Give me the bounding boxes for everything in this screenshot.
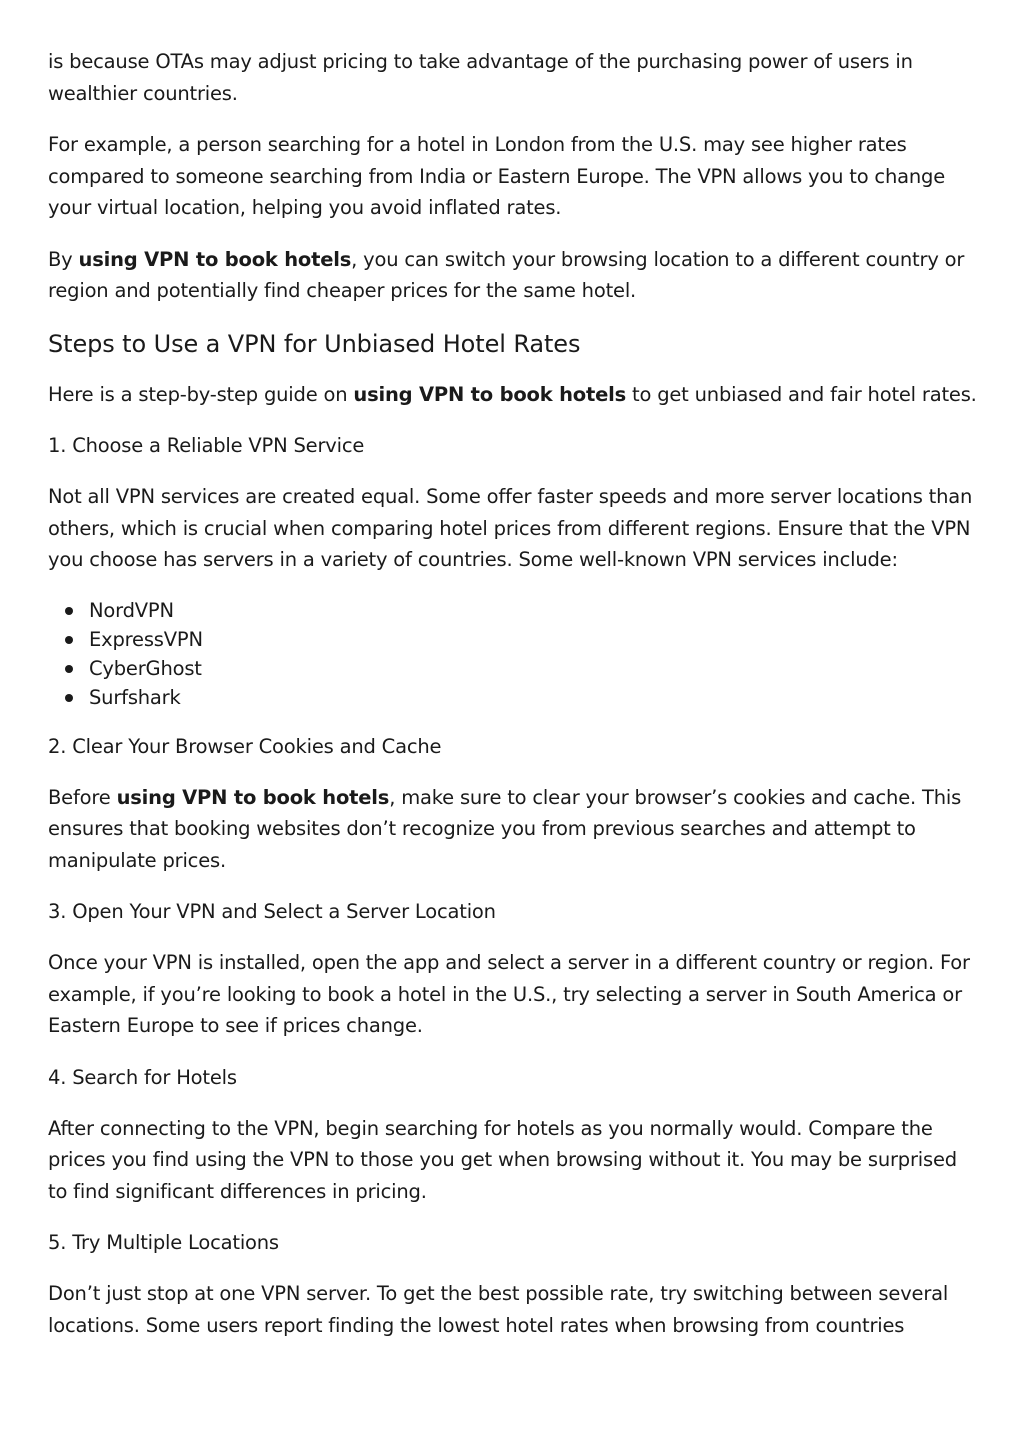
vpn-name: Surfshark [89,685,181,709]
paragraph-switch-location [48,244,980,307]
bullet-icon [65,607,73,615]
list-item [89,683,980,712]
step-5-heading: 5. Try Multiple Locations [48,1231,279,1254]
vpn-name: CyberGhost [89,656,202,680]
bold-keyword: using VPN to book hotels [78,247,352,271]
bullet-icon [65,636,73,644]
step-3-paragraph [48,947,980,1042]
list-item [89,625,980,654]
paragraph-text: is because OTAs may adjust pricing to take advantage of the purchasing power of users in wealthier countries. [48,50,913,105]
step-1-paragraph [48,481,980,576]
paragraph-text-start: Here is a step-by-step guide on [48,382,354,406]
paragraph-text-end: , you can switch your browsing location to a different country or region and potentially find cheaper prices for the same hotel. [48,247,965,302]
paragraph-text: For example, a person searching for a hotel in London from the U.S. may see higher rates compared to someone searching from India or Eastern Europe. The VPN allows you to change your virtual location, helping you avoid inflated rates. [48,133,945,219]
paragraph-text-start: Before [48,785,117,809]
paragraph-text: Once your VPN is installed, open the app and select a server in a different country or region. For example, if you’re looking to book a hotel in the U.S., try selecting a server in South America or Eastern Europe to see if prices change. [48,951,970,1037]
bullet-icon [65,665,73,673]
paragraph-text: Don’t just stop at one VPN server. To get the best possible rate, try switching between several locations. Some users report finding the lowest hotel rates when browsing from countries [48,1282,949,1337]
vpn-name: ExpressVPN [89,627,203,651]
paragraph-text-start: By [48,247,79,271]
paragraph-otas-pricing [48,46,980,109]
step-4-paragraph [48,1113,980,1208]
paragraph-text-end: , make sure to clear your browser’s cookies and cache. This ensures that booking websites don’t recognize you from previous searches and attempt to manipulate prices. [48,785,962,872]
step-2-paragraph [48,782,980,877]
vpn-name: NordVPN [89,598,174,622]
list-item [89,596,980,625]
paragraph-london-example [48,129,980,224]
step-5-paragraph [48,1278,980,1341]
step-4-heading: 4. Search for Hotels [48,1065,237,1089]
step-1-heading: 1. Choose a Reliable VPN Service [48,434,365,457]
paragraph-text-end: to get unbiased and fair hotel rates. [626,382,977,406]
section-heading: Steps to Use a VPN for Unbiased Hotel Rates [48,329,581,358]
vpn-services-list [48,596,980,712]
step-2-heading: 2. Clear Your Browser Cookies and Cache [48,734,442,758]
list-item [89,654,980,683]
bold-keyword: using VPN to book hotels [116,785,390,809]
bold-keyword: using VPN to book hotels [353,382,627,406]
paragraph-text: After connecting to the VPN, begin searching for hotels as you normally would. Compare the prices you find using the VPN to those you get when browsing without it. You may be surprised to find significant differences in pricing. [48,1116,957,1203]
step-3-heading: 3. Open Your VPN and Select a Server Location [48,900,496,923]
bullet-icon [65,694,73,702]
paragraph-text: Not all VPN services are created equal. Some offer faster speeds and more server locations than others, which is crucial when comparing hotel prices from different regions. Ensure that the VPN you choose has servers in a variety of countries. Some well-known VPN services include: [48,485,973,571]
paragraph-intro [48,379,980,411]
